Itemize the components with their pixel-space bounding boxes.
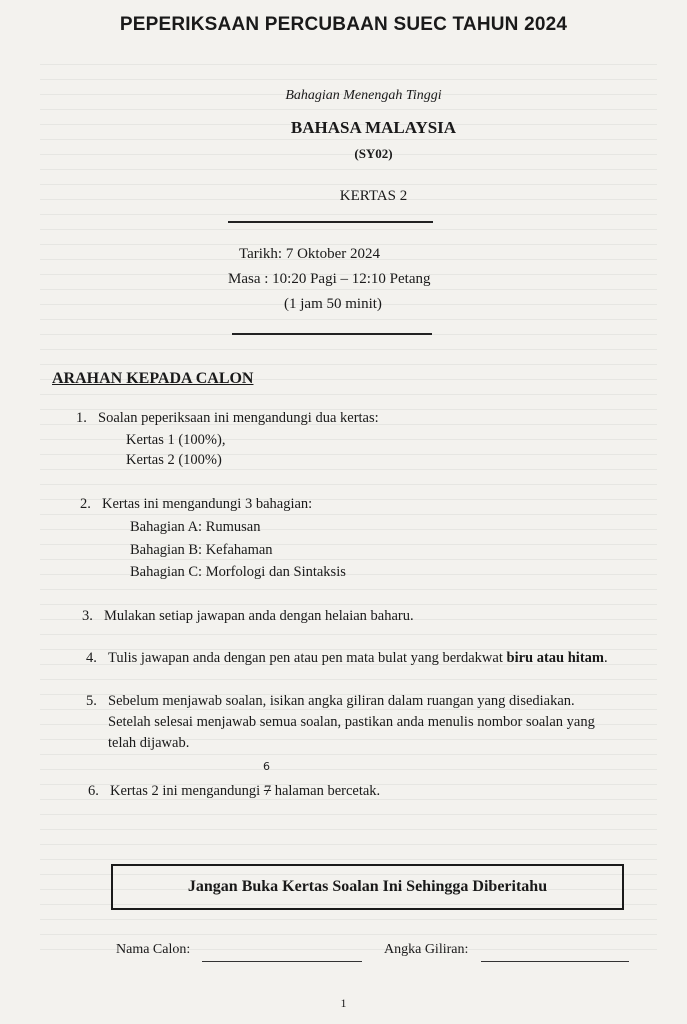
paper-1-weight: Kertas 1 (100%), xyxy=(126,432,226,448)
item-text-post: . xyxy=(604,650,608,666)
subject-code: (SY02) xyxy=(354,146,393,161)
item-text xyxy=(108,650,608,667)
item-text-line-2: Setelah selesai menjawab semua soalan, pastikan anda menulis nombor soalan yang xyxy=(108,714,595,730)
instructions-title: ARAHAN KEPADA CALON xyxy=(52,370,254,387)
divider-bottom xyxy=(232,333,432,335)
item-number: 3. xyxy=(82,608,93,624)
exam-time xyxy=(228,271,431,288)
item-text: Kertas ini mengandungi 3 bahagian: xyxy=(102,496,313,512)
item-number: 6. xyxy=(88,783,99,799)
section-a: Bahagian A: Rumusan xyxy=(130,519,261,535)
notice-box: Jangan Buka Kertas Soalan Ini Sehingga Diberitahu xyxy=(111,864,624,910)
item-number: 1. xyxy=(76,410,87,426)
item-text-pre: Kertas 2 ini mengandungi xyxy=(110,783,264,799)
paper-label: KERTAS 2 xyxy=(339,188,408,204)
exam-header: PEPERIKSAAN PERCUBAAN SUEC TAHUN 2024 xyxy=(119,14,568,35)
item-text-pre: Tulis jawapan anda dengan pen atau pen mata bulat yang berdakwat xyxy=(108,650,507,666)
name-label: Nama Calon: xyxy=(116,942,191,957)
item-text-post: halaman bercetak. xyxy=(271,783,381,799)
item-number: 5. xyxy=(86,693,97,709)
item-text-line-1: Sebelum menjawab soalan, isikan angka giliran dalam ruangan yang disediakan. xyxy=(108,693,575,709)
item-text: Soalan peperiksaan ini mengandungi dua kertas: xyxy=(98,410,379,426)
paper-2-weight: Kertas 2 (100%) xyxy=(126,452,222,468)
index-number-label: Angka Giliran: xyxy=(384,942,469,957)
page-number: 1 xyxy=(340,996,347,1010)
item-number: 2. xyxy=(80,496,91,512)
handwritten-correction: 6 xyxy=(263,760,270,773)
item-number: 4. xyxy=(86,650,97,666)
item-text: Mulakan setiap jawapan anda dengan helaian baharu. xyxy=(104,608,414,624)
exam-date: Tarikh: 7 Oktober 2024 xyxy=(239,246,381,262)
section-b: Bahagian B: Kefahaman xyxy=(130,542,273,558)
struck-page-count: 7 xyxy=(263,783,272,799)
exam-time-text: Masa : 10:20 Pagi – 12:10 Petang xyxy=(228,271,431,287)
index-number-field[interactable] xyxy=(481,961,629,962)
item-text xyxy=(110,783,380,800)
exam-duration: (1 jam 50 minit) xyxy=(284,296,382,312)
name-field[interactable] xyxy=(202,961,362,962)
subject-title: BAHASA MALAYSIA xyxy=(290,118,457,137)
section-c: Bahagian C: Morfologi dan Sintaksis xyxy=(130,564,346,580)
ink-colour-emphasis: biru atau hitam xyxy=(506,650,604,666)
level-label: Bahagian Menengah Tinggi xyxy=(285,88,442,103)
divider-top xyxy=(228,221,433,223)
item-text-line-3: telah dijawab. xyxy=(108,735,190,751)
